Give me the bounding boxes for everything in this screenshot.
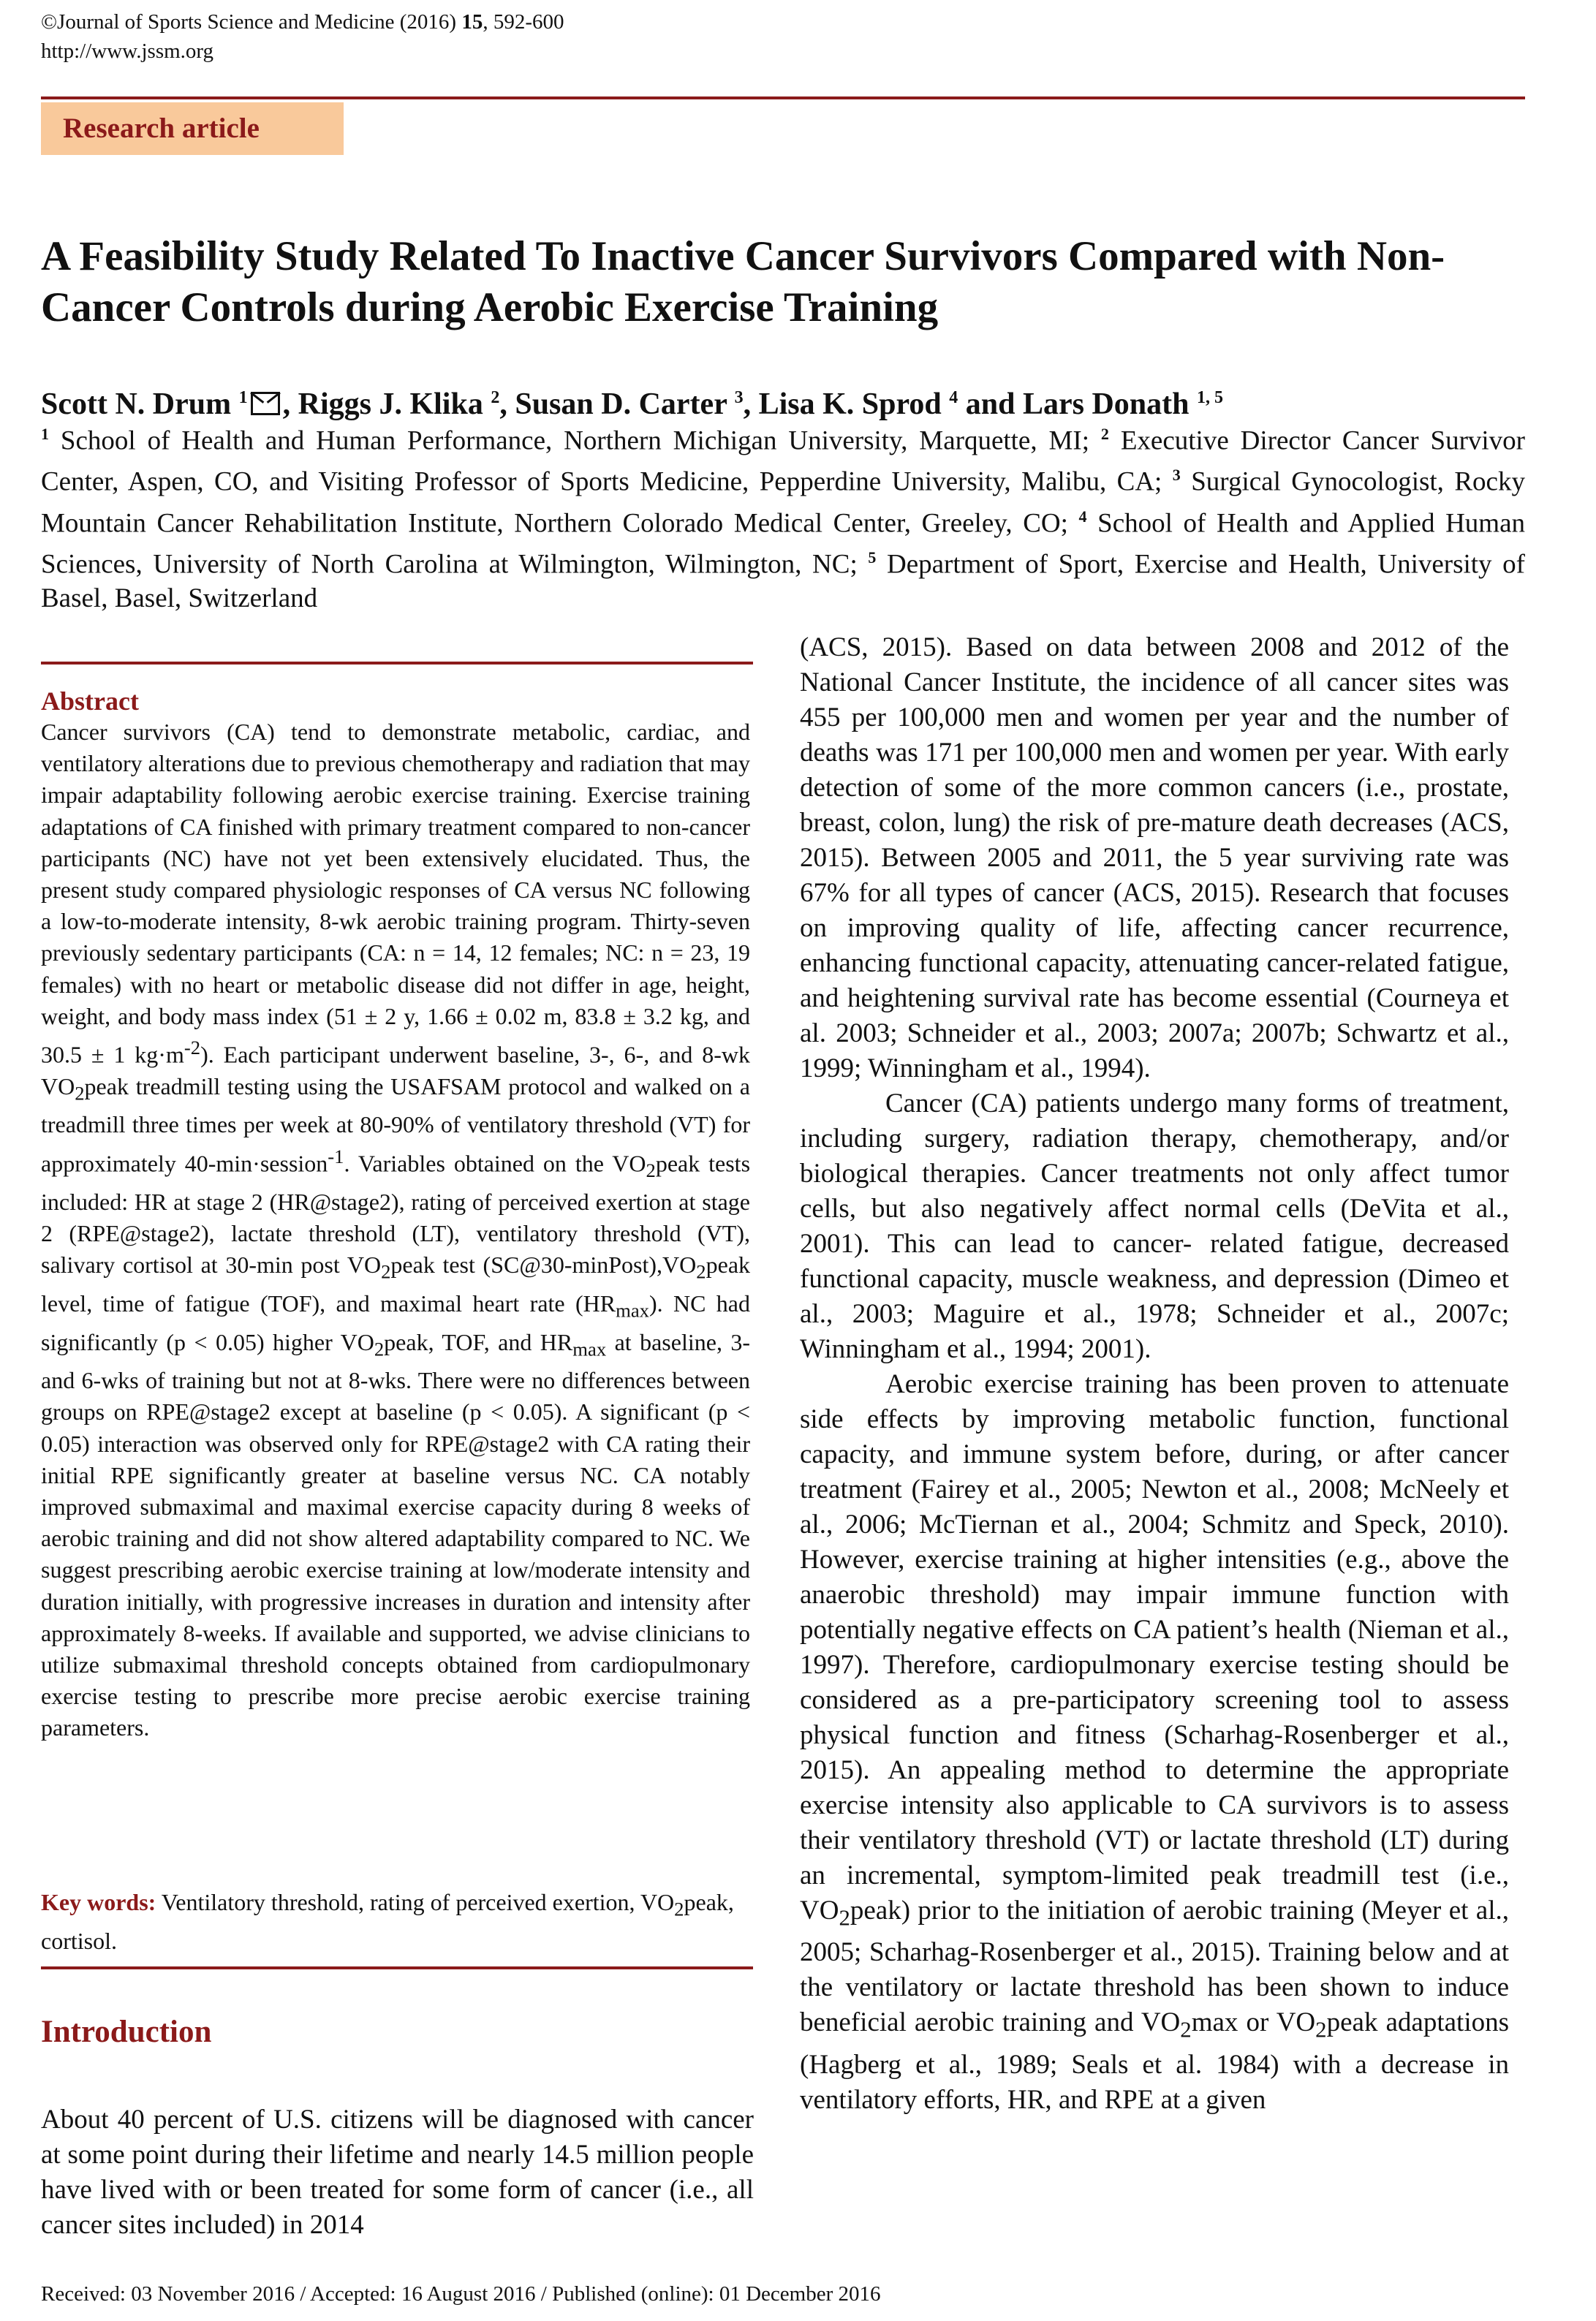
author-sup: 2 [491, 388, 500, 407]
abstract-sub: 2 [696, 1260, 706, 1283]
introduction-heading: Introduction [41, 2015, 212, 2049]
abstract-seg: peak treadmill testing using the USAFSAM protocol and walked on a treadmill three times per week at 80-90% of ventilatory threshold (VT) for approximately 40-min·session [41, 1072, 750, 1177]
affil-sup: 4 [1078, 507, 1087, 526]
body-seg: Aerobic exercise training has been proven to attenuate side effects by improving metabolic function, functional capacity, and immune system before, during, or after cancer treatment (Fairey et al., 2005; Newton et al., 2008; McNeely et al., 2006; McTiernan et al., 2004; Schmitz and Speck, 2010). However, exercise training at higher intensities (e.g., above the anaerobic threshold) may impair immune function with potentially negative effects on CA patient’s health (Nieman et al., 1997). Therefore, cardiopulmonary exercise testing should be considered as a pre-participatory screening tool to assess physical function and fitness (Scharhag-Rosenberger et al., 2015). An appealing method to determine the appropriate exercise intensity also applicable to CA survivors is to assess their ventilatory threshold (VT) or lactate threshold (LT) during an incremental, symptom-limited peak treadmill test (i.e., VO [800, 1369, 1509, 1926]
author-sup: 3 [734, 388, 744, 407]
body-sub: 2 [839, 1905, 850, 1931]
abstract-sub: 2 [381, 1260, 391, 1283]
abstract-seg: peak, TOF, and HR [384, 1328, 573, 1355]
right-column [800, 630, 1509, 2118]
author-name: Susan D. Carter [515, 387, 735, 421]
affil-text: Department of Sport, Exercise and Health, University of Basel, Basel, Switzerland [41, 549, 1525, 614]
article-title: A Feasibility Study Related To Inactive Cancer Survivors Compared with Non-Cancer Controls during Aerobic Exercise Training [41, 233, 1445, 330]
abstract-seg: peak tests included: HR at stage 2 (HR@stage2), rating of perceived exertion at stage 2 (RPE@stage2), lactate threshold (LT), ventilatory threshold (VT), salivary cortisol at 30-min post VO [41, 1150, 751, 1279]
body-paragraph: (ACS, 2015). Based on data between 2008 and 2012 of the National Cancer Institute, the incidence of all cancer sites was 455 per 100,000 men and women per year and the number of deaths was 171 per 100,000 men and women per year. With early detection of some of the more common cancers (i.e., prostate, breast, colon, lung) the risk of pre-mature death decreases (ACS, 2015). Between 2005 and 2011, the 5 year surviving rate was 67% for all types of cancer (ACS, 2015). Research that focuses on improving quality of life, affecting cancer recurrence, enhancing functional capacity, attenuating cancer-related fatigue, and heightening survival rate has become essential (Courneya et al. 2003; Schneider et al., 2003; 2007a; 2007b; Schwartz et al., 1999; Winningham et al., 1994). [800, 632, 1509, 1083]
abstract-sup: -1 [328, 1145, 344, 1167]
keywords-text: Ventilatory threshold, rating of perceived exertion, VO [156, 1889, 675, 1915]
abstract-seg: . Variables obtained on the VO [344, 1150, 646, 1177]
abstract-seg: Cancer survivors (CA) tend to demonstrate metabolic, cardiac, and ventilatory alterations due to previous chemotherapy and radiation that may impair adaptability following aerobic exercise training. Exercise training adaptations of CA finished with primary treatment compared to non-cancer participants (NC) have not yet been extensively elucidated. Thus, the present study compared physiologic responses of CA versus NC following a low-to-moderate intensity, 8-wk aerobic training program. Thirty-seven previously sedentary participants (CA: n = 14, 12 females; NC: n = 23, 19 females) with no heart or metabolic disease did not differ in age, height, weight, and body mass index (51 ± 2 y, 1.66 ± 0.02 m, 83.8 ± 3.2 kg, and 30.5 ± 1 kg·m [41, 719, 750, 1068]
author-sup: 1, 5 [1197, 388, 1223, 407]
abstract-seg: peak test (SC@30-minPost),VO [390, 1252, 697, 1279]
body-paragraph [800, 1367, 1509, 2118]
publication-dates: Received: 03 November 2016 / Accepted: 16 August 2016 / Published (online): 01 December 2016 [41, 2282, 881, 2306]
abstract-seg: ). Each participant underwent baseline, 3-, 6-, and 8-wk VO [41, 1041, 751, 1099]
author-sup: 4 [949, 388, 958, 407]
affil-text: School of Health and Applied Human Sciences, University of North Carolina at Wilmington, Wilmington, NC; [41, 507, 1525, 580]
abstract-sub: max [572, 1337, 607, 1360]
body-sub: 2 [1180, 2017, 1192, 2042]
header-rule [41, 96, 1525, 99]
abstract-seg: at baseline, 3- and 6-wks of training but not at 8-wks. There were no differences between groups on RPE@stage2 except at baseline (p < 0.05). A significant (p < 0.05) interaction was observed only for RPE@stage2 with CA rating their initial RPE significantly greater at baseline versus NC. CA notably improved submaximal and maximal exercise capacity during 8 weeks of aerobic training and did not show altered adaptability compared to NC. We suggest prescribing aerobic exercise training at low/moderate intensity and duration initially, with progressive increases in duration and intensity after approximately 8-weeks. If available and supported, we advise clinicians to utilize submaximal threshold concepts obtained from cardiopulmonary exercise testing to prescribe more precise aerobic exercise training parameters. [41, 1328, 751, 1741]
keywords [41, 1886, 750, 1957]
keywords-sub: 2 [674, 1898, 684, 1920]
author-name: Scott N. Drum [41, 387, 239, 421]
abstract-sup: -2 [184, 1037, 201, 1059]
affil-text: Surgical Gynocologist, Rocky Mountain Cancer Rehabilitation Institute, Northern Colorado Medical Center, Greeley, CO; [41, 466, 1525, 538]
abstract-text [41, 716, 750, 1744]
abstract-sub: 2 [374, 1337, 385, 1360]
author-name: Lars Donath [1022, 387, 1197, 421]
body-seg: peak) prior to the initiation of aerobic training (Meyer et al., 2005; Scharhag-Rosenberger et al., 2015). Training below and at the ventilatory or lactate threshold has been shown to induce beneficial aerobic training and VO [800, 1896, 1509, 2038]
affil-sup: 5 [868, 548, 877, 567]
body-paragraph: Cancer (CA) patients undergo many forms of treatment, including surgery, radiation therapy, chemotherapy, and/or biological therapies. Cancer treatments not only affect tumor cells, but also negatively affect normal cells (DeVita et al., 2001). This can lead to cancer- related fatigue, decreased functional capacity, muscle weakness, and depression (Dimeo et al., 2003; Maguire et al., 1978; Schneider et al., 2007c; Winningham et al., 1994; 2001). [800, 1088, 1509, 1364]
envelope-icon[interactable] [251, 392, 280, 415]
abstract-seg: ). NC had significantly (p < 0.05) higher VO [41, 1290, 751, 1355]
affil-sup: 3 [1172, 466, 1181, 485]
affil-text: Executive Director Cancer Survivor Center, Aspen, CO, and Visiting Professor of Sports Medicine, Pepperdine University, Malibu, CA; [41, 425, 1526, 497]
journal-volume: 15 [461, 10, 483, 34]
abstract-heading: Abstract [41, 686, 139, 716]
journal-name: ©Journal of Sports Science and Medicine (2016) [41, 10, 462, 34]
keywords-text: peak, cortisol. [41, 1889, 734, 1955]
abstract-bottom-rule [41, 1966, 753, 1969]
abstract-sub: 2 [75, 1082, 85, 1105]
author-sep: , [743, 387, 759, 421]
author-sep: and [958, 387, 1023, 421]
abstract-sub: 2 [646, 1159, 656, 1181]
affil-sup: 1 [41, 425, 49, 443]
affiliations [41, 417, 1525, 616]
abstract-sub: max [616, 1299, 649, 1322]
body-sub: 2 [1315, 2017, 1327, 2042]
author-sep: , [499, 387, 515, 421]
abstract-seg: peak level, time of fatigue (TOF), and maximal heart rate (HR [41, 1252, 751, 1317]
introduction-paragraph: About 40 percent of U.S. citizens will be diagnosed with cancer at some point during their lifetime and nearly 14.5 million people have lived with or been treated for some form of cancer (i.e., all cancer sites included) in 2014 [41, 2105, 754, 2240]
author-name: Riggs J. Klika [298, 387, 491, 421]
affil-text: School of Health and Human Performance, Northern Michigan University, Marquette, MI; [49, 425, 1101, 456]
author-name: Lisa K. Sprod [758, 387, 950, 421]
journal-citation [41, 7, 564, 66]
journal-url[interactable]: http://www.jssm.org [41, 39, 214, 63]
author-sep: , [282, 387, 298, 421]
article-type-badge: Research article [41, 102, 344, 155]
body-seg: max or VO [1191, 2007, 1316, 2038]
affil-sup: 2 [1100, 425, 1109, 443]
author-sup: 1 [238, 388, 248, 407]
keywords-label: Key words: [41, 1889, 156, 1915]
body-seg: peak adaptations (Hagberg et al., 1989; Seals et al. 1984) with a decrease in ventilatory efforts, HR, and RPE at a given [800, 2007, 1510, 2115]
journal-pages: , 592-600 [483, 10, 564, 34]
abstract-top-rule [41, 662, 753, 665]
